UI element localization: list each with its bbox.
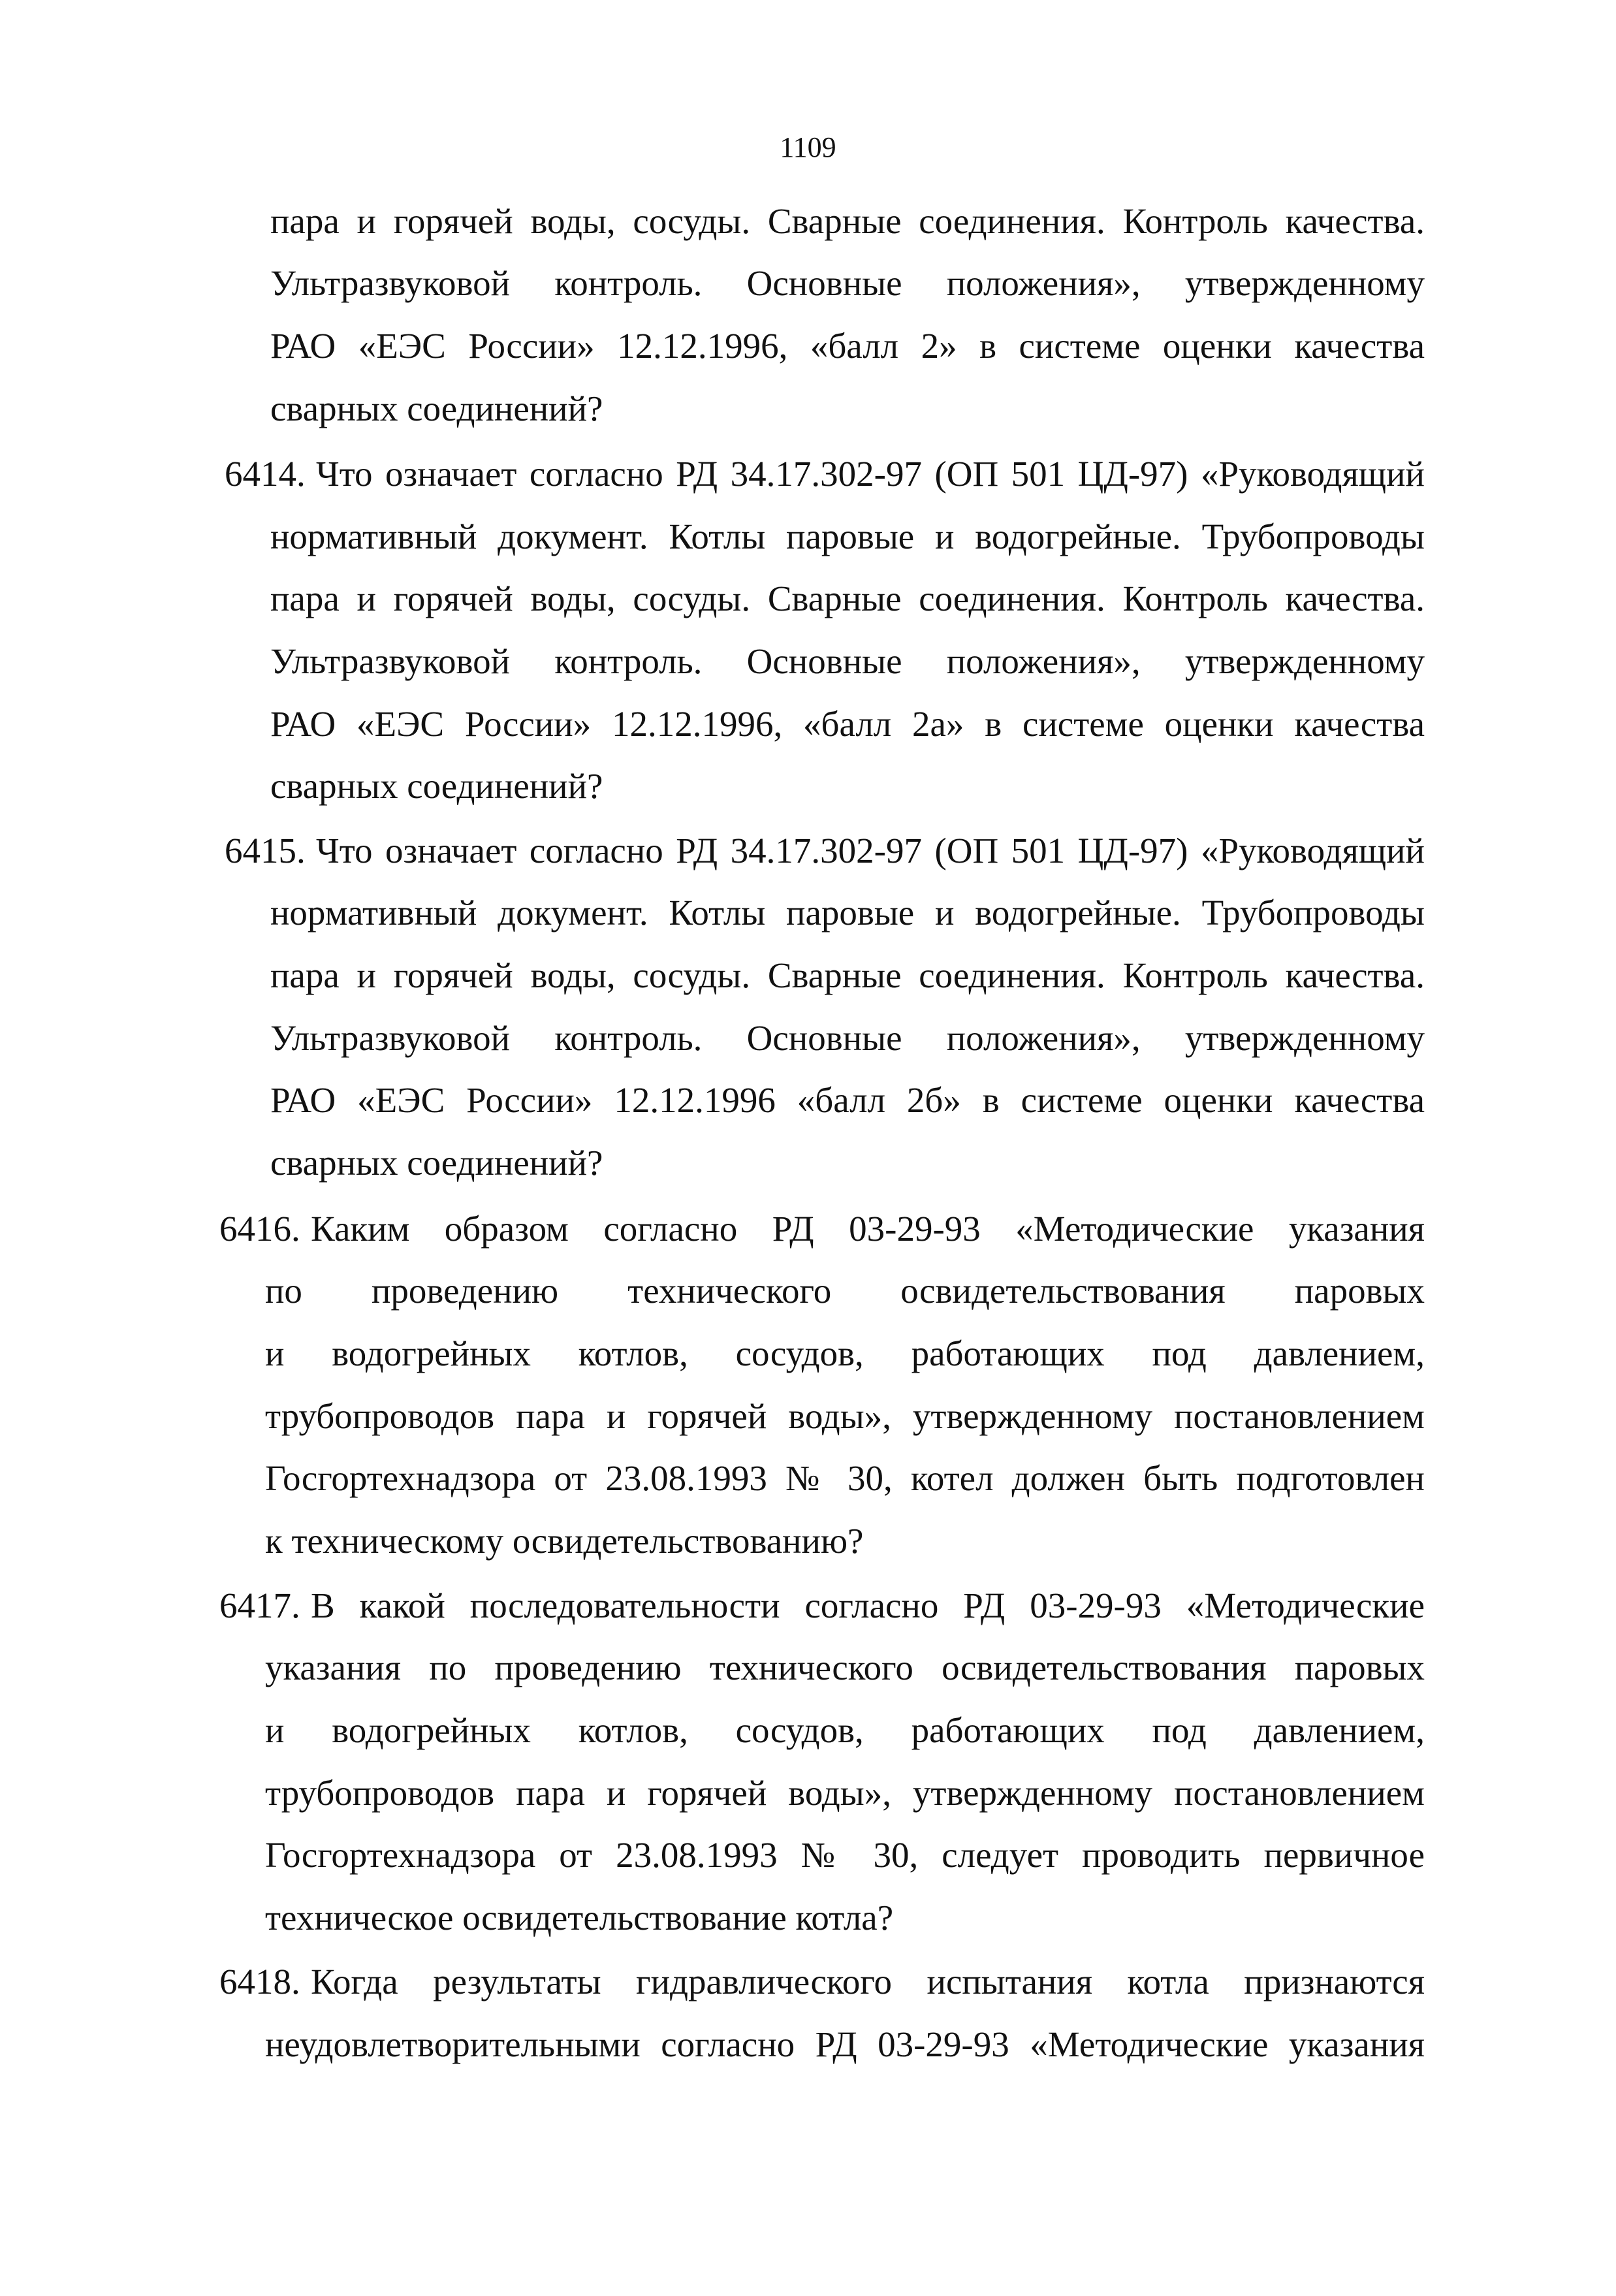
text-line: сварных соединений? [270,766,603,806]
text-line: Ультразвуковой контроль. Основные положения», утвержденному [270,1018,1425,1058]
text-line: пара и горячей воды, сосуды. Сварные соединения. Контроль качества. [270,201,1425,241]
text-line: Госгортехнадзора от 23.08.1993 № 30, следует проводить первичное [265,1835,1425,1875]
text-line: и водогрейных котлов, сосудов, работающих под давлением, [265,1333,1425,1373]
question-number: 6418. [219,1962,300,2001]
text-line: РАО «ЕЭС России» 12.12.1996, «балл 2а» в системе оценки качества [270,704,1425,744]
text-line: трубопроводов пара и горячей воды», утвержденному постановлением [265,1773,1425,1813]
text-line: Когда результаты гидравлического испытания котла признаются [311,1962,1425,2001]
page-number: 1109 [780,131,836,163]
text-line: неудовлетворительными согласно РД 03-29-93 «Методические указания [265,2024,1425,2064]
question-number: 6417. [219,1586,300,1625]
text-line: Каким образом согласно РД 03-29-93 «Методические указания [311,1209,1425,1249]
text-line: сварных соединений? [270,389,603,428]
text-line: РАО «ЕЭС России» 12.12.1996 «балл 2б» в системе оценки качества [270,1080,1425,1120]
text-line: Что означает согласно РД 34.17.302-97 (ОП 501 ЦД-97) «Руководящий [316,831,1425,870]
question-number: 6416. [219,1209,300,1249]
text-line: Ультразвуковой контроль. Основные положения», утвержденному [270,263,1425,303]
text-line: трубопроводов пара и горячей воды», утвержденному постановлением [265,1396,1425,1436]
text-line: В какой последовательности согласно РД 03-29-93 «Методические [311,1586,1425,1625]
text-line: Что означает согласно РД 34.17.302-97 (ОП 501 ЦД-97) «Руководящий [316,454,1425,494]
text-line: Госгортехнадзора от 23.08.1993 № 30, котел должен быть подготовлен [265,1458,1425,1498]
question-number: 6415. [225,831,306,870]
text-line: техническое освидетельствование котла? [265,1898,894,1937]
text-line: указания по проведению технического освидетельствования паровых [265,1648,1425,1687]
text-line: к техническому освидетельствованию? [265,1521,864,1561]
text-line: нормативный документ. Котлы паровые и водогрейные. Трубопроводы [270,517,1425,556]
text-line: Ультразвуковой контроль. Основные положения», утвержденному [270,641,1425,681]
text-line: РАО «ЕЭС России» 12.12.1996, «балл 2» в системе оценки качества [270,326,1425,366]
text-line: по проведению технического освидетельствования паровых [265,1271,1425,1311]
text-line: сварных соединений? [270,1143,603,1183]
text-line: нормативный документ. Котлы паровые и водогрейные. Трубопроводы [270,893,1425,933]
text-line: и водогрейных котлов, сосудов, работающих под давлением, [265,1710,1425,1750]
text-line: пара и горячей воды, сосуды. Сварные соединения. Контроль качества. [270,579,1425,618]
question-number: 6414. [225,454,306,494]
text-line: пара и горячей воды, сосуды. Сварные соединения. Контроль качества. [270,955,1425,995]
